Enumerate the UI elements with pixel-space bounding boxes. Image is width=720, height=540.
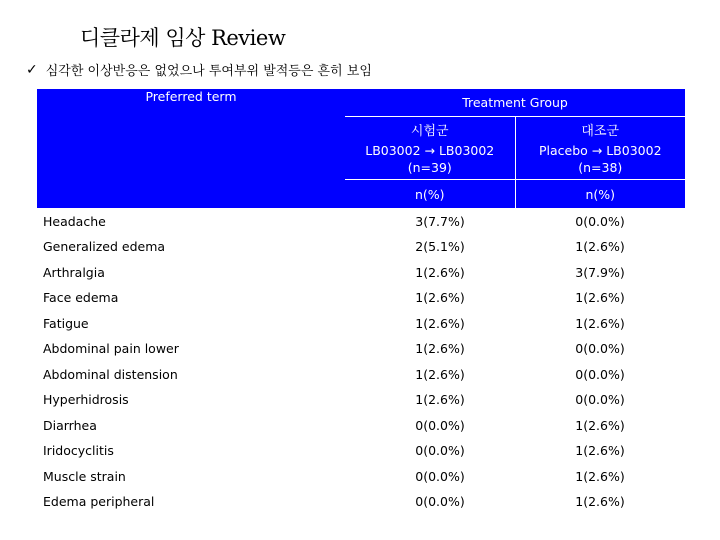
term-cell: Fatigue	[43, 315, 89, 331]
control-value-cell: 0(0.0%)	[575, 213, 625, 229]
control-value-cell: 0(0.0%)	[575, 341, 625, 357]
control-value-cell: 1(2.6%)	[575, 443, 625, 459]
arm-regimen: Placebo → LB03002	[538, 143, 662, 158]
term-cell: Diarrhea	[43, 417, 97, 433]
table-row	[37, 234, 685, 260]
control-value-cell: 0(0.0%)	[575, 366, 625, 382]
control-value-cell: 3(7.9%)	[575, 264, 625, 280]
checkmark-icon: ✓	[26, 61, 38, 78]
term-cell: Hyperhidrosis	[43, 392, 129, 408]
arm-header-test	[345, 117, 515, 180]
table-row	[37, 208, 685, 234]
term-cell: Arthralgia	[43, 264, 105, 280]
test-value-cell: 0(0.0%)	[415, 417, 465, 433]
control-value-cell: 1(2.6%)	[575, 315, 625, 331]
table-row	[37, 260, 685, 286]
table-body	[37, 208, 685, 515]
arm-name: 대조군	[581, 124, 620, 139]
control-value-cell: 0(0.0%)	[575, 392, 625, 408]
arm-n: (n=39)	[407, 160, 452, 175]
arm-regimen: LB03002 → LB03002	[365, 143, 495, 158]
term-cell: Edema peripheral	[43, 494, 155, 510]
table-row	[37, 489, 685, 515]
term-cell: Headache	[43, 213, 106, 229]
table-row	[37, 285, 685, 311]
term-cell: Generalized edema	[43, 239, 166, 255]
control-value-cell: 1(2.6%)	[575, 239, 625, 255]
test-value-cell: 1(2.6%)	[415, 366, 465, 382]
test-value-cell: 1(2.6%)	[415, 392, 465, 408]
term-cell: Abdominal distension	[43, 366, 178, 382]
table-row	[37, 438, 685, 464]
test-value-cell: 3(7.7%)	[415, 213, 465, 229]
arm-name: 시험군	[410, 124, 449, 139]
stat-header-test: n(%)	[345, 180, 515, 209]
test-value-cell: 0(0.0%)	[415, 494, 465, 510]
test-value-cell: 0(0.0%)	[415, 443, 465, 459]
table-row	[37, 336, 685, 362]
test-value-cell: 1(2.6%)	[415, 290, 465, 306]
treatment-group-header: Treatment Group	[345, 89, 685, 117]
term-cell: Iridocyclitis	[43, 443, 114, 459]
table-row	[37, 413, 685, 439]
term-cell: Face edema	[43, 290, 119, 306]
test-value-cell: 0(0.0%)	[415, 468, 465, 484]
control-value-cell: 1(2.6%)	[575, 494, 625, 510]
test-value-cell: 1(2.6%)	[415, 315, 465, 331]
term-cell: Muscle strain	[43, 468, 126, 484]
table-row	[37, 464, 685, 490]
test-value-cell: 2(5.1%)	[415, 239, 465, 255]
term-cell: Abdominal pain lower	[43, 341, 179, 357]
table-row	[37, 387, 685, 413]
test-value-cell: 1(2.6%)	[415, 341, 465, 357]
subtitle	[26, 60, 372, 79]
control-value-cell: 1(2.6%)	[575, 468, 625, 484]
subtitle-text: 심각한 이상반응은 없었으나 투여부위 발적등은 흔히 보임	[45, 64, 372, 79]
arm-header-control	[515, 117, 685, 180]
stat-header-control: n(%)	[515, 180, 685, 209]
test-value-cell: 1(2.6%)	[415, 264, 465, 280]
arm-n: (n=38)	[578, 160, 623, 175]
table-row	[37, 362, 685, 388]
control-value-cell: 1(2.6%)	[575, 417, 625, 433]
control-value-cell: 1(2.6%)	[575, 290, 625, 306]
table-row	[37, 311, 685, 337]
page-title: 디클라제 임상 Review	[80, 26, 286, 50]
preferred-term-header: Preferred term	[37, 89, 345, 208]
adverse-events-table	[37, 89, 685, 515]
